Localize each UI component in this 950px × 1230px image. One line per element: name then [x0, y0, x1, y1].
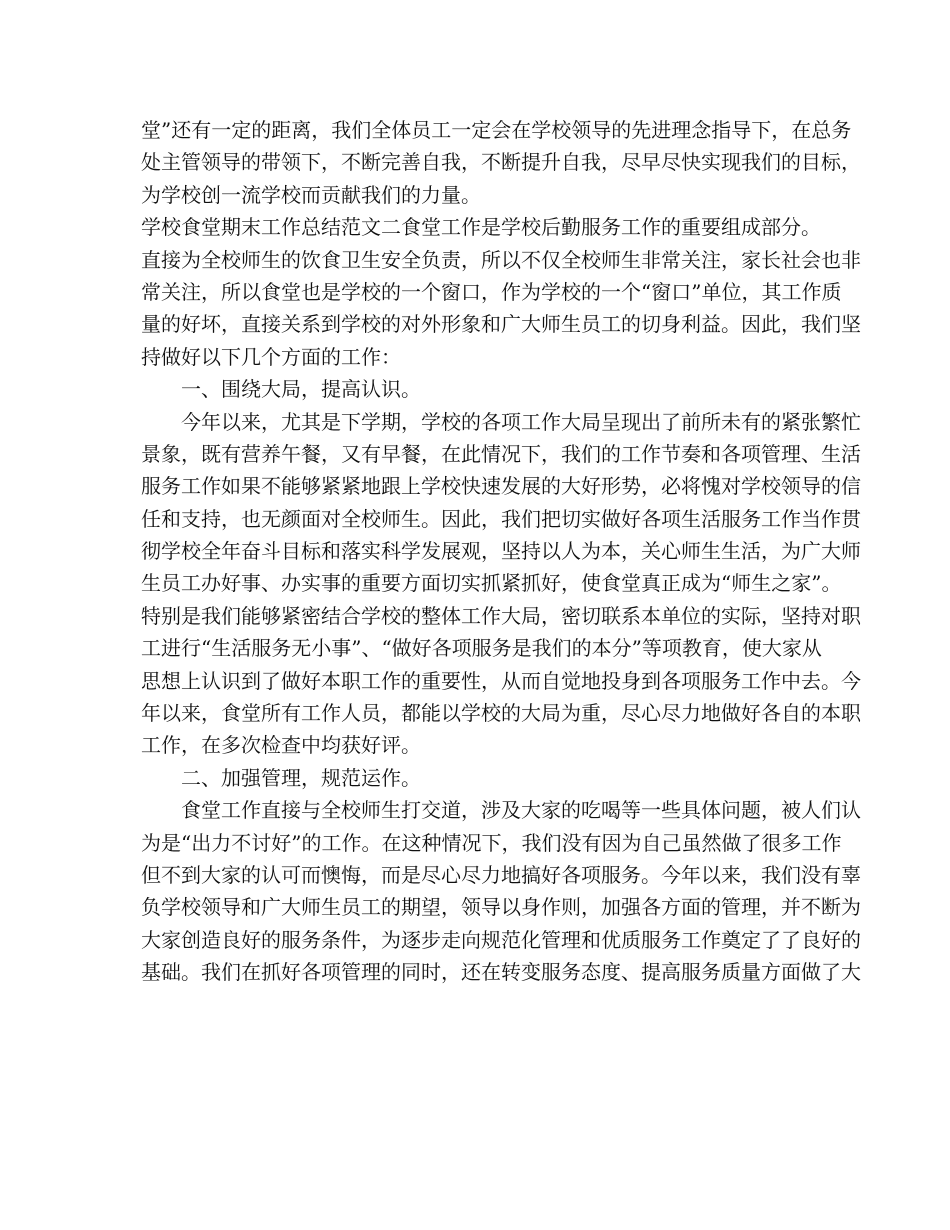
text-line: 食堂工作直接与全校师生打交道，涉及大家的吃喝等一些具体问题，被人们认	[181, 798, 861, 823]
text-line: 工作，在多次检查中均获好评。	[141, 733, 421, 758]
text-line: 今年以来，尤其是下学期，学校的各项工作大局呈现出了前所未有的紧张繁忙	[181, 409, 861, 434]
subheading-line: 二、加强管理，规范运作。	[181, 765, 421, 790]
text-line: 为是“出力不讨好”的工作。在这种情况下，我们没有因为自己虽然做了很多工作	[141, 830, 842, 855]
text-line: 特别是我们能够紧密结合学校的整体工作大局，密切联系本单位的实际，坚持对职	[141, 603, 861, 628]
text-line: 工进行“生活服务无小事”、“做好各项服务是我们的本分”等项教育，使大家从	[141, 636, 822, 661]
section-heading-line	[141, 211, 821, 243]
document-body	[141, 114, 861, 989]
text-line: 但不到大家的认可而懊悔，而是尽心尽力地搞好各项服务。今年以来，我们没有辜	[141, 862, 861, 887]
text-line: 彻学校全年奋斗目标和落实科学发展观，坚持以人为本，关心师生生活，为广大师	[141, 539, 861, 564]
text-line: 堂”还有一定的距离，我们全体员工一定会在学校领导的先进理念指导下，在总务	[141, 118, 852, 142]
section-title: 学校食堂期末工作总结范文二	[141, 215, 401, 240]
text-line: 大家创造良好的服务条件，为逐步走向规范化管理和优质服务工作奠定了了良好的	[141, 927, 861, 952]
text-line: 量的好坏，直接关系到学校的对外形象和广大师生员工的切身利益。因此，我们坚	[141, 312, 861, 337]
text-line: 处主管领导的带领下，不断完善自我，不断提升自我，尽早尽快实现我们的目标，	[141, 150, 861, 175]
text-line: 思想上认识到了做好本职工作的重要性，从而自觉地投身到各项服务工作中去。今	[141, 668, 861, 693]
text-line: 服务工作如果不能够紧紧地跟上学校快速发展的大好形势，必将愧对学校领导的信	[141, 474, 861, 499]
text-line: 直接为全校师生的饮食卫生安全负责，所以不仅全校师生非常关注，家长社会也非	[141, 247, 861, 272]
text-line: 年以来，食堂所有工作人员，都能以学校的大局为重，尽心尽力地做好各自的本职	[141, 701, 861, 726]
text-line: 食堂工作是学校后勤服务工作的重要组成部分。	[401, 215, 821, 240]
text-line: 任和支持，也无颜面对全校师生。因此，我们把切实做好各项生活服务工作当作贯	[141, 506, 861, 531]
text-line: 生员工办好事、办实事的重要方面切实抓紧抓好，使食堂真正成为“师生之家”。	[141, 571, 842, 596]
text-line: 景象，既有营养午餐，又有早餐，在此情况下，我们的工作节奏和各项管理、生活	[141, 441, 861, 466]
text-line: 负学校领导和广大师生员工的期望，领导以身作则，加强各方面的管理，并不断为	[141, 895, 861, 920]
text-line: 持做好以下几个方面的工作：	[141, 344, 401, 369]
text-line: 基础。我们在抓好各项管理的同时，还在转变服务态度、提高服务质量方面做了大	[141, 960, 861, 985]
text-line: 为学校创一流学校而贡献我们的力量。	[141, 182, 481, 207]
subheading-line: 一、围绕大局，提高认识。	[181, 377, 421, 402]
text-line: 常关注，所以食堂也是学校的一个窗口，作为学校的一个“窗口”单位，其工作质	[141, 279, 842, 304]
